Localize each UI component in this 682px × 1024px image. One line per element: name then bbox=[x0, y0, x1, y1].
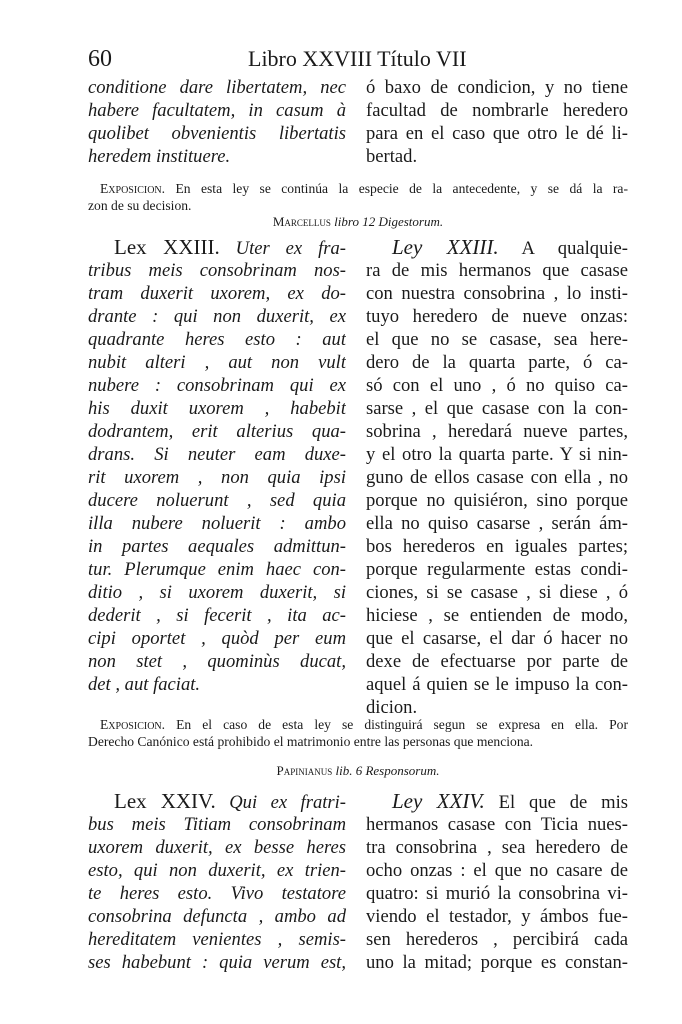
exposicion-line bbox=[100, 180, 628, 197]
spanish-line: sarse , el que casase con la con- bbox=[366, 398, 628, 419]
exposicion-label: Exposicion. bbox=[100, 717, 166, 732]
spanish-line: dicion. bbox=[366, 697, 418, 718]
latin-line: hereditatem venientes , semis- bbox=[88, 929, 346, 950]
spanish-line: que el casarse, el dar ó hacer no bbox=[366, 628, 628, 649]
exposicion-line: Derecho Canónico está prohibido el matrimonio entre las personas que menciona. bbox=[88, 734, 534, 749]
latin-line: cipi oportet , quòd per eum bbox=[88, 628, 346, 649]
spanish-line: uno la mitad; porque es constan- bbox=[366, 952, 628, 973]
source-citation-2 bbox=[88, 762, 628, 780]
latin-line: Qui ex fratri- bbox=[229, 792, 346, 813]
spanish-line: guno de ellos casase con ella , no bbox=[366, 467, 628, 488]
spanish-line: ciones, si se casase , si diese , ó bbox=[366, 582, 628, 603]
latin-line: heredem instituere. bbox=[88, 146, 231, 167]
latin-line: habere facultatem, in casum à bbox=[88, 100, 346, 121]
ley-heading: Ley XXIII. bbox=[392, 236, 499, 259]
latin-line: tur. Plerumque enim haec con- bbox=[88, 559, 346, 580]
exposicion-note-1 bbox=[88, 180, 628, 214]
source-citation-1 bbox=[88, 213, 628, 231]
spanish-line: el que no se casase, sea here- bbox=[366, 329, 628, 350]
lex-heading: Lex XXIV. bbox=[114, 790, 216, 813]
spanish-line: facultad de nombrarle heredero bbox=[366, 100, 628, 121]
exposicion-note-2 bbox=[88, 716, 628, 750]
latin-column-lex-23 bbox=[88, 236, 346, 696]
latin-line: illa nubere noluerit : ambo bbox=[88, 513, 346, 534]
latin-line: dodrantem, erit alterius qua- bbox=[88, 421, 346, 442]
lex-heading: Lex XXIII. bbox=[114, 236, 220, 259]
latin-line: rit uxorem , non quia ipsi bbox=[88, 467, 346, 488]
spanish-line: sobrina , heredará nueve partes, bbox=[366, 421, 628, 442]
latin-line: nubere : consobrinam qui ex bbox=[88, 375, 346, 396]
spanish-line: con nuestra consobrina , lo insti- bbox=[366, 283, 628, 304]
spanish-line: hermanos casase con Ticia nues- bbox=[366, 814, 628, 835]
spanish-line: porque no quisiéron, sino porque bbox=[366, 490, 628, 511]
spanish-line: ra de mis hermanos que casase bbox=[366, 260, 628, 281]
spanish-line: ocho onzas : el que no casare de bbox=[366, 860, 628, 881]
spanish-line: El que de mis bbox=[498, 792, 628, 813]
source-author: Marcellus bbox=[272, 214, 331, 229]
spanish-column-ley-23 bbox=[366, 236, 628, 719]
spanish-column-continuation bbox=[366, 76, 628, 168]
spanish-line: dero de la quarta parte, ó ca- bbox=[366, 352, 628, 373]
spanish-line: ó baxo de condicion, y no tiene bbox=[366, 77, 628, 98]
latin-line: esto, qui non duxerit, ex trien- bbox=[88, 860, 346, 881]
exposicion-line bbox=[100, 716, 628, 733]
exposicion-line: zon de su decision. bbox=[88, 198, 192, 213]
spanish-line: tuyo heredero de nueve onzas: bbox=[366, 306, 628, 327]
spanish-line: hiciese , se entienden de modo, bbox=[366, 605, 628, 626]
latin-first-line bbox=[88, 790, 346, 813]
latin-line: tribus meis consobrinam nos- bbox=[88, 260, 346, 281]
latin-line: nubit alteri , aut non vult bbox=[88, 352, 346, 373]
running-title: Libro XXVIII Título VII bbox=[248, 46, 467, 71]
spanish-line: A qualquie- bbox=[521, 238, 628, 259]
latin-line: bus meis Titiam consobrinam bbox=[88, 814, 346, 835]
page-number: 60 bbox=[88, 46, 112, 72]
latin-line: his duxit uxorem , habebit bbox=[88, 398, 346, 419]
latin-line: in partes aequales admittun- bbox=[88, 536, 346, 557]
spanish-line: para en el caso que otro le dé li- bbox=[366, 123, 628, 144]
exposicion-text: En esta ley se continúa la especie de la antecedente, y se dá la ra- bbox=[175, 181, 628, 196]
spanish-first-line bbox=[366, 236, 628, 259]
latin-line: quadrante heres esto : aut bbox=[88, 329, 346, 350]
latin-line: ditio , si uxorem duxerit, si bbox=[88, 582, 346, 603]
latin-column-lex-24 bbox=[88, 790, 346, 974]
spanish-line: porque regularmente estas condi- bbox=[366, 559, 628, 580]
latin-line: ducere noluerunt , sed quia bbox=[88, 490, 346, 511]
latin-line: conditione dare libertatem, nec bbox=[88, 77, 346, 98]
spanish-line: bertad. bbox=[366, 146, 418, 167]
latin-line: drans. Si neuter eam duxe- bbox=[88, 444, 346, 465]
latin-first-line bbox=[88, 236, 346, 259]
spanish-line: dexe de efectuarse por parte de bbox=[366, 651, 628, 672]
latin-line: non stet , quominùs ducat, bbox=[88, 651, 346, 672]
exposicion-text: En el caso de esta ley se distinguirá segun se expresa en ella. Por bbox=[176, 717, 628, 732]
spanish-first-line bbox=[366, 790, 628, 813]
latin-line: Uter ex fra- bbox=[235, 238, 346, 259]
latin-line: consobrina defuncta , ambo ad bbox=[88, 906, 346, 927]
source-work: libro 12 Digestorum. bbox=[334, 214, 444, 229]
spanish-line: y el otro la quarta parte. Y si nin- bbox=[366, 444, 628, 465]
latin-line: ses habebunt : quia verum est, bbox=[88, 952, 346, 973]
spanish-line: tra consobrina , sea heredero de bbox=[366, 837, 628, 858]
latin-line: te heres esto. Vivo testatore bbox=[88, 883, 346, 904]
ley-heading: Ley XXIV. bbox=[392, 790, 485, 813]
latin-line: dederit , si fecerit , ita ac- bbox=[88, 605, 346, 626]
spanish-line: só con el uno , ó no quiso ca- bbox=[366, 375, 628, 396]
latin-line: drante : qui non duxerit, ex bbox=[88, 306, 346, 327]
exposicion-label: Exposicion. bbox=[100, 181, 166, 196]
spanish-line: ella no quiso casarse , serán ám- bbox=[366, 513, 628, 534]
latin-column-continuation bbox=[88, 76, 346, 168]
latin-line: tram duxerit uxorem, ex do- bbox=[88, 283, 346, 304]
latin-line: uxorem duxerit, ex besse heres bbox=[88, 837, 346, 858]
source-author: Papinianus bbox=[276, 763, 333, 778]
spanish-line: viendo el testador, y ámbos fue- bbox=[366, 906, 628, 927]
spanish-column-ley-24 bbox=[366, 790, 628, 974]
page-header bbox=[88, 42, 628, 76]
latin-line: det , aut faciat. bbox=[88, 674, 201, 695]
spanish-line: quatro: si murió la consobrina vi- bbox=[366, 883, 628, 904]
spanish-line: bos herederos en iguales partes; bbox=[366, 536, 628, 557]
spanish-line: aquel á quien se le impuso la con- bbox=[366, 674, 628, 695]
latin-line: quolibet obvenientis libertatis bbox=[88, 123, 346, 144]
source-work: lib. 6 Responsorum. bbox=[335, 763, 440, 778]
spanish-line: sen herederos , percibirá cada bbox=[366, 929, 628, 950]
